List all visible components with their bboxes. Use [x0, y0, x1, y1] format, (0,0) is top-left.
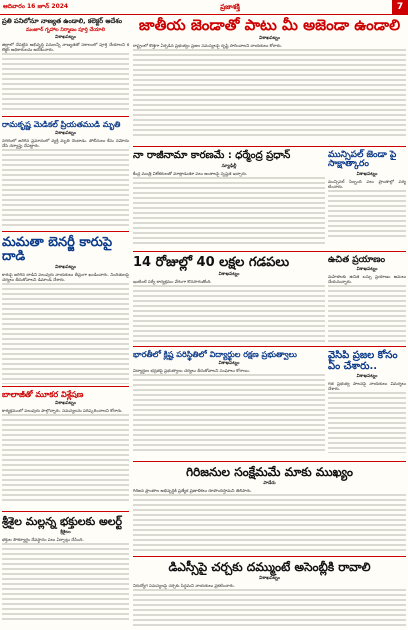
issue-date: ఆదివారం 16 జూన్ 2024 [3, 3, 69, 10]
dateline: పాడేరు [263, 480, 276, 486]
story-body: కార్యక్రమంలో పలువురు పాల్గొన్నారు. సమస్యలను పరిష్కరించాలని కోరారు. [2, 408, 123, 414]
headline: డిఎస్సీపై చర్చకు దమ్ముంటే అసెంబ్లీకి రావాలి [168, 560, 371, 574]
headline: భారతీలో క్లిష్ట పరిస్థితిలో విద్యార్థుల రక్షణ ప్రభుత్వాలు [133, 350, 297, 359]
body-text-lines [133, 284, 325, 342]
story-body: కేంద్ర మంత్రి విలేకరులతో మాట్లాడుతూ పలు అంశాలపై స్పష్టత ఇచ్చారు. [133, 170, 248, 176]
dateline: విశాఖపట్నం [356, 171, 378, 177]
body-text-lines [328, 189, 406, 239]
story-students [133, 349, 325, 459]
story-body: రాష్ట్రంలో కొత్తగా ఏర్పడిన ప్రభుత్వం ప్రజల సమస్యలపై దృష్టి సారించాలని నాయకులు కోరారు. [133, 42, 283, 48]
main-area [133, 16, 406, 628]
dateline: విశాఖపట్నం [218, 271, 240, 277]
body-text-lines [2, 282, 129, 384]
body-text-lines [133, 176, 325, 244]
dateline: విశాఖపట్నం [259, 35, 280, 41]
headline: మున్సిపల్ జెండా పై సాక్షాత్కారం [328, 150, 397, 170]
story-ycp [328, 349, 406, 459]
dateline: శ్రీశైలం [60, 529, 71, 535]
story-body: మున్సిపల్ సిబ్బంది పలు ప్రాంతాల్లో పర్యటించారు. [328, 178, 406, 189]
story-body: భక్తుల సౌకర్యార్థం దేవస్థానం పలు ఏర్పాట్లు చేసింది. [2, 536, 84, 542]
headline: ప్రతి పనిలోనూ నాణ్యత ఉండాలి, కలెక్టర్ ఆదేశం [2, 17, 123, 25]
body-text-lines [2, 148, 129, 228]
body-text-lines [2, 52, 129, 112]
story-body: మహిళలకు ఉచిత బస్సు ప్రయాణం అమలు చేయనున్నారు. [328, 274, 406, 285]
story-srisailam [2, 514, 129, 624]
story-quality-work [2, 16, 129, 114]
banner-headline: జాతీయ జెండాతో పాటు మీ అజెండా ఉండాలి [138, 16, 401, 34]
masthead [0, 0, 408, 15]
body-text-lines [133, 48, 406, 138]
story-survey [133, 254, 325, 344]
story-resignation [133, 149, 325, 249]
story-body: నగరంలో జరిగిన ప్రమాదంలో వ్యక్తి మృతి చెందాడు. పోలీసులు కేసు నమోదు చేసి దర్యాప్తు చేపట్టారు. [2, 138, 129, 149]
headline: బాలాజీతో మూకర విశ్లేషణ [2, 390, 84, 399]
dateline: న్యూఢిల్లీ [221, 163, 237, 169]
headline: ఉచిత ప్రయాణం [328, 255, 386, 265]
story-national-flag [133, 16, 406, 144]
headline: శ్రీశైల మల్లన్న భక్తులకు అలర్ట్ [2, 515, 123, 528]
dateline: విశాఖపట్నం [356, 267, 378, 273]
story-body: కారుపై జరిగిన దాడిని పలువురు నాయకులు తీవ్రంగా ఖండించారు. నిందితులపై చర్యలు తీసుకోవాలని డిమాండ్ చేశారు. [2, 272, 129, 283]
brand-name: ప్రజాశక్తి [220, 1, 240, 11]
headline: 14 రోజుల్లో 40 లక్షల గడపలు [133, 255, 290, 270]
dateline: విశాఖపట్నం [259, 575, 280, 581]
body-text-lines [328, 391, 406, 453]
story-balaji [2, 389, 129, 509]
story-body: జిల్లాలో చేపట్టిన అభివృద్ధి పనులన్నీ నాణ్యతతో సకాలంలో పూర్తి చేయాలని కలెక్టర్ అధికారులను ఆదేశించారు. [2, 41, 129, 52]
dateline: విశాఖపట్నం [218, 361, 240, 367]
body-text-lines [133, 493, 406, 551]
body-text-lines [2, 542, 129, 622]
body-text-lines [328, 284, 406, 342]
story-body: గిరిజన ప్రాంతాల అభివృద్ధికి ప్రత్యేక ప్రణాళికలు రూపొందిస్తామని తెలిపారు. [133, 487, 252, 493]
body-text-lines [2, 413, 129, 503]
body-text-lines [133, 373, 325, 453]
dateline: విశాఖపట్నం [356, 374, 378, 379]
headline: మమతా బెనర్జీ కారుపై దాడి [2, 235, 113, 264]
headline: రామకృష్ణ మెడికల్ ప్రియతముడి మృతి [2, 120, 121, 129]
story-dsc-debate [133, 559, 406, 628]
page-number: 7 [392, 0, 408, 14]
story-body: ఇంటింటి సర్వే కార్యక్రమం వేగంగా కొనసాగుతోంది. [133, 278, 212, 284]
dateline: విశాఖపట్నం [55, 34, 76, 40]
story-body: గత ప్రభుత్వ పాలనపై నాయకులు విమర్శలు చేశారు. [328, 381, 406, 391]
story-medical-death [2, 119, 129, 229]
story-tribal-welfare [133, 464, 406, 554]
body-text-lines [133, 588, 406, 628]
headline: గిరిజనుల సంక్షేమమే మాకు ముఖ్యం [186, 465, 353, 479]
headline: వైసిపి ప్రజల కోసం ఏం చేశారు.. [328, 350, 398, 372]
headline: నా రాజీనామా కారణమే : ధర్మేంద్ర ప్రధాన్ [133, 150, 291, 161]
dateline: విశాఖపట్నం [55, 401, 76, 407]
dateline: విశాఖపట్నం [55, 131, 76, 137]
story-municipal [328, 149, 406, 249]
story-mamata-car [2, 234, 129, 384]
story-body: విద్యార్థుల భద్రతపై ప్రభుత్వాలు చర్యలు తీసుకోవాలని సంఘాలు కోరాయి. [133, 368, 251, 374]
dateline: విశాఖపట్నం [55, 265, 76, 271]
story-body: నిరుద్యోగ సమస్యలపై చర్చకు సిద్ధమని నాయకులు ప్రకటించారు. [133, 582, 235, 588]
subheadline: మంజూర్ గృహాల నిర్మాణం పూర్తి చేయాలి [25, 26, 106, 33]
story-free-travel [328, 254, 406, 344]
left-column [2, 16, 129, 628]
